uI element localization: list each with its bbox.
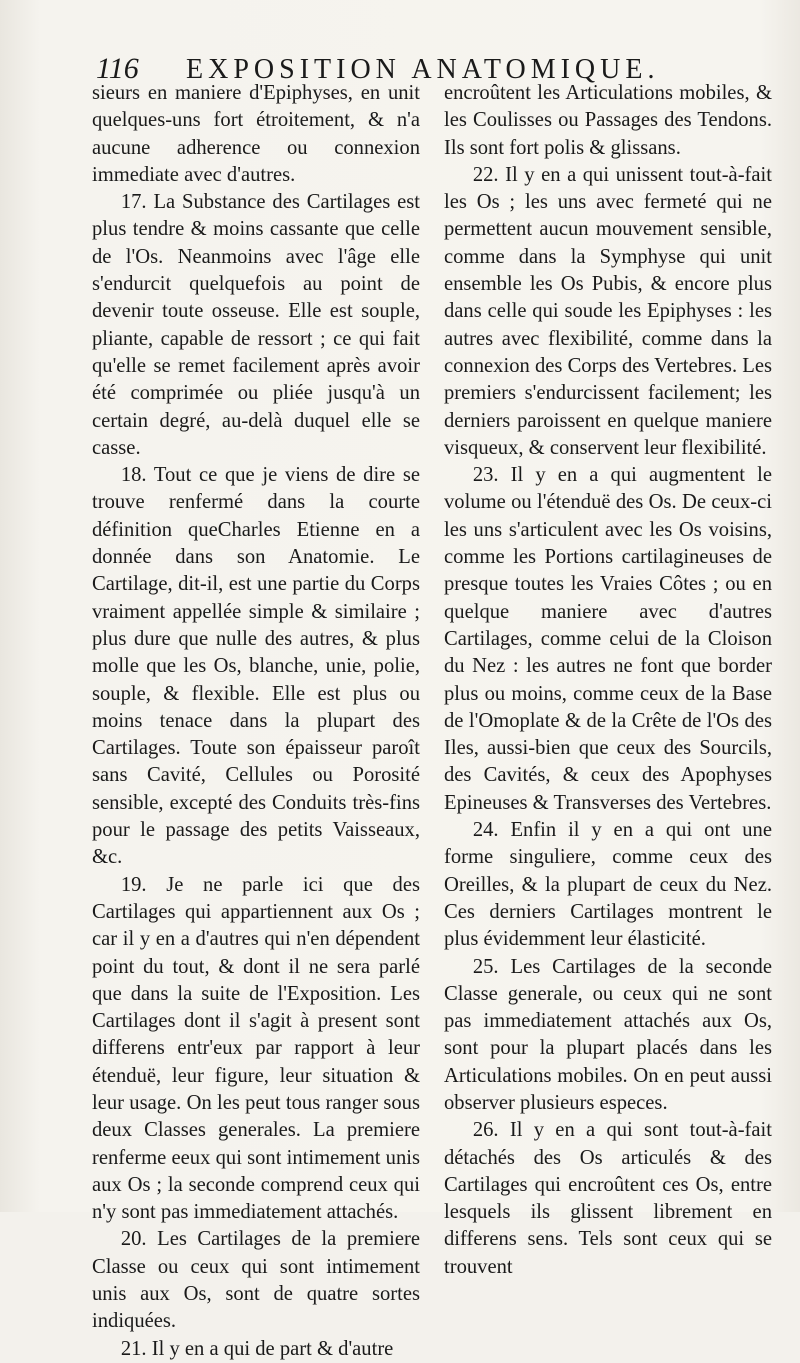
paragraph: 24. Enfin il y en a qui ont une forme singuliere, comme ceux des Oreilles, & la plupart de ceux du Nez. Ces derniers Cartilages montrent le plus évidemment leur élasticité. bbox=[444, 819, 772, 951]
paragraph: 23. Il y en a qui augmentent le volume ou l'étenduë des Os. De ceux-ci les uns s'articulent avec les Os voisins, comme les Portions cartilagineuses de presque toutes les Vraies Côtes ; ou en quelque maniere avec d'autres Cartilages, comme celui de la Cloison du Nez : les autres ne font que border plus ou moins, comme ceux de la Base de l'Omoplate & de la Crête de l'Os des Iles, aussi-bien que ceux des Sourcils, des Cavités, & ceux des Apophyses Epineuses & Transverses des Vertebres. bbox=[444, 464, 772, 814]
left-column bbox=[92, 80, 420, 1363]
paragraph: encroûtent les Articulations mobiles, & les Coulisses ou Passages des Tendons. Ils sont fort polis & glissans. bbox=[444, 82, 772, 159]
paragraph: 22. Il y en a qui unissent tout-à-fait les Os ; les uns avec fermeté qui ne permettent aucun mouvement sensible, comme dans la Symphyse qui unit ensemble les Os Pubis, & encore plus dans celle qui soude les Epiphyses : les autres avec flexibilité, comme dans la connexion des Corps des Vertebres. Les premiers s'endurcissent facilement; les derniers paroissent en quelque maniere visqueux, & conservent leur flexibilité. bbox=[444, 163, 772, 459]
paragraph: 26. Il y en a qui sont tout-à-fait détachés des Os articulés & des Cartilages qui encroûtent ces Os, entre lesquels ils glissent librement en differens sens. Tels sont ceux qui se trouvent bbox=[444, 1119, 772, 1278]
paragraph: 19. Je ne parle ici que des Cartilages qui appartiennent aux Os ; car il y en a d'autres qui n'en dépendent point du tout, & dont il ne sera parlé que dans la suite de l'Exposition. Les Cartilages dont il s'agit à present sont differens entr'eux par rapport à leur étenduë, leur figure, leur situation & leur usage. On les peut tous ranger sous deux Classes generales. La premiere renferme eeux qui sont intimement unis aux Os ; la seconde comprend ceux qui n'y sont pas immediatement attachés. bbox=[92, 873, 420, 1224]
right-column bbox=[444, 80, 772, 1281]
paragraph: 25. Les Cartilages de la seconde Classe generale, ou ceux qui ne sont pas immediatement attachés aux Os, sont pour la plupart placés dans les Articulations mobiles. On en peut aussi observer plusieurs especes. bbox=[444, 955, 772, 1114]
paragraph: 18. Tout ce que je viens de dire se trouve renfermé dans la courte définition queCharles Etienne en a donnée dans son Anatomie. Le Cartilage, dit-il, est une partie du Corps vraiment appellée simple & similaire ; plus dure que nulle des autres, & plus molle que les Os, blanche, unie, polie, souple, & flexible. Elle est plus ou moins tenace dans la plupart des Cartilages. Toute son épaisseur paroît sans Cavité, Cellules ou Porosité sensible, excepté des Conduits très-fins pour le passage des petits Vaisseaux, &c. bbox=[92, 464, 420, 869]
paragraph: 17. La Substance des Cartilages est plus tendre & moins cassante que celle de l'Os. Neanmoins avec l'âge elle s'endurcit quelquefois au point de devenir toute osseuse. Elle est souple, pliante, capable de ressort ; ce qui fait qu'elle se remet facilement après avoir été comprimée ou pliée jusqu'à un certain degré, au-delà duquel elle se casse. bbox=[92, 191, 420, 459]
page-number: 116 bbox=[96, 52, 139, 85]
paragraph: sieurs en maniere d'Epiphyses, en unit quelques-uns fort étroitement, & n'a aucune adherence ou connexion immediate avec d'autres. bbox=[92, 82, 420, 186]
paragraph: 20. Les Cartilages de la premiere Classe ou ceux qui sont intimement unis aux Os, sont de quatre sortes indiquées. bbox=[92, 1228, 420, 1333]
running-head: EXPOSITION ANATOMIQUE. bbox=[186, 54, 660, 85]
paragraph: 21. Il y en a qui de part & d'autre bbox=[120, 1337, 394, 1360]
